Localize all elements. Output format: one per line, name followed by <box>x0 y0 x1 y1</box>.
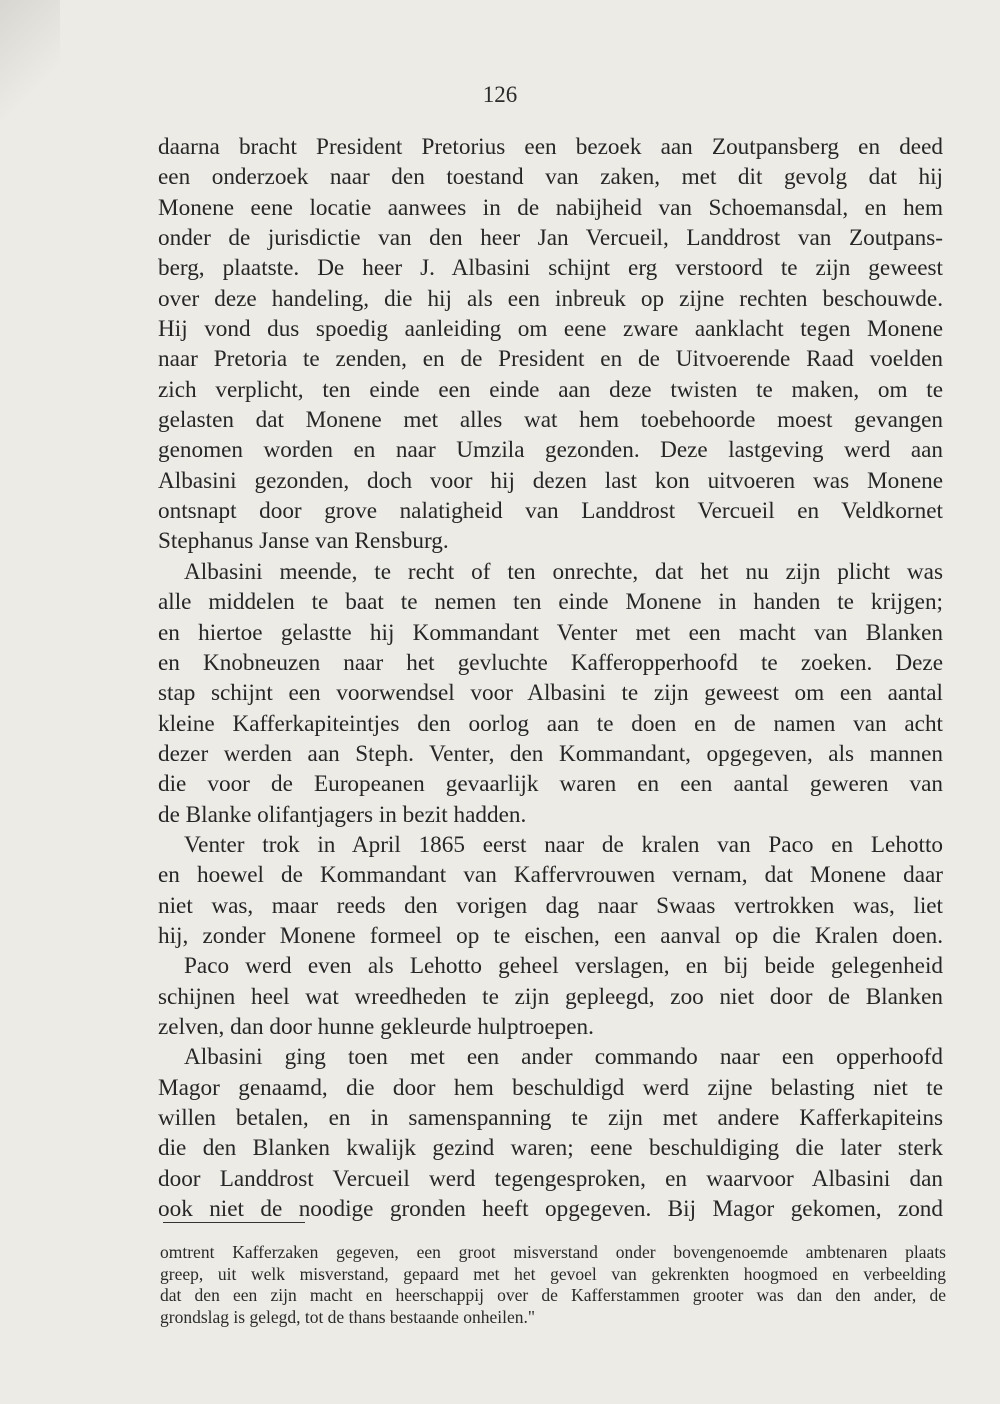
body-line: kleine Kafferkapiteintjes den oorlog aan te doen en de namen van acht <box>158 710 943 737</box>
footnote-line: omtrent Kafferzaken gegeven, een groot misverstand onder bovengenoemde ambtenaren plaats <box>160 1242 946 1262</box>
body-line: Venter trok in April 1865 eerst naar de kralen van Paco en Lehotto <box>184 831 943 858</box>
body-line: zich verplicht, ten einde een einde aan deze twisten te maken, om te <box>158 376 943 403</box>
body-line: Monene eene locatie aanwees in de nabijheid van Schoemansdal, en hem <box>158 194 943 221</box>
body-line: Albasini gezonden, doch voor hij dezen last kon uitvoeren was Monene <box>158 467 943 494</box>
footnote-line: dat den een zijn macht en heerschappij over de Kafferstammen grooter was dan den ander, de <box>160 1285 946 1305</box>
body-line: hij, zonder Monene formeel op te eischen, een aanval op die Kralen doen. <box>158 922 943 949</box>
body-line: ook niet de noodige gronden heeft opgegeven. Bij Magor gekomen, zond <box>158 1196 943 1223</box>
body-line: dezer werden aan Steph. Venter, den Kommandant, opgegeven, als mannen <box>158 740 943 767</box>
body-line: die den Blanken kwalijk gezind waren; eene beschuldiging die later sterk <box>158 1135 943 1162</box>
body-line: niet was, maar reeds den vorigen dag naar Swaas vertrokken was, liet <box>158 892 943 919</box>
page-number: 126 <box>482 82 518 107</box>
body-line: Hij vond dus spoedig aanleiding om eene zware aanklacht tegen Monene <box>158 316 943 343</box>
body-line: Paco werd even als Lehotto geheel verslagen, en bij beide gelegenheid <box>184 953 943 980</box>
body-line: stap schijnt een voorwendsel voor Albasini te zijn geweest om een aantal <box>158 680 943 707</box>
body-line: genomen worden en naar Umzila gezonden. Deze lastgeving werd aan <box>158 437 943 464</box>
body-line: de Blanke olifantjagers in bezit hadden. <box>158 801 527 828</box>
body-line: Albasini meende, te recht of ten onrechte, dat het nu zijn plicht was <box>184 558 943 585</box>
body-text <box>158 132 943 1224</box>
footnote-line: greep, uit welk misverstand, gepaard met het gevoel van gekrenkten hoogmoed en verbeelding <box>160 1263 946 1284</box>
body-line: Albasini ging toen met een ander commando naar een opperhoofd <box>184 1044 943 1071</box>
body-line: daarna bracht President Pretorius een bezoek aan Zoutpansberg en deed <box>158 134 943 160</box>
body-line: naar Pretoria te zenden, en de President en de Uitvoerende Raad voelden <box>158 346 943 373</box>
footnote-divider <box>163 1222 305 1223</box>
body-line: door Landdrost Vercueil werd tegengesproken, en waarvoor Albasini dan <box>158 1165 943 1192</box>
body-line: onder de jurisdictie van den heer Jan Vercueil, Landdrost van Zoutpans- <box>158 225 943 252</box>
body-line: gelasten dat Monene met alles wat hem toebehoorde moest gevangen <box>158 407 943 434</box>
footnote <box>160 1242 946 1328</box>
body-line: een onderzoek naar den toestand van zaken, met dit gevolg dat hij <box>158 164 943 191</box>
body-line: en Knobneuzen naar het gevluchte Kafferopperhoofd te zoeken. Deze <box>158 649 943 676</box>
body-line: die voor de Europeanen gevaarlijk waren en een aantal geweren van <box>158 771 943 798</box>
body-line: schijnen heel wat wreedheden te zijn gepleegd, zoo niet door de Blanken <box>158 983 943 1010</box>
body-line: zelven, dan door hunne gekleurde hulptroepen. <box>158 1013 594 1040</box>
body-line: ontsnapt door grove nalatigheid van Landdrost Vercueil en Veldkornet <box>158 498 943 525</box>
body-line: berg, plaatste. De heer J. Albasini schijnt erg verstoord te zijn geweest <box>158 255 943 282</box>
body-line: alle middelen te baat te nemen ten einde Monene in handen te krijgen; <box>158 589 943 616</box>
body-line: en hiertoe gelastte hij Kommandant Venter met een macht van Blanken <box>158 619 943 646</box>
body-line: willen betalen, en in samenspanning te zijn met andere Kafferkapiteins <box>158 1105 943 1131</box>
footnote-line: grondslag is gelegd, tot de thans bestaande onheilen." <box>160 1306 536 1327</box>
body-line: over deze handeling, die hij als een inbreuk op zijne rechten beschouwde. <box>158 285 943 312</box>
body-line: Magor genaamd, die door hem beschuldigd werd zijne belasting niet te <box>158 1074 943 1101</box>
body-line: en hoewel de Kommandant van Kaffervrouwen vernam, dat Monene daar <box>158 862 943 889</box>
body-line: Stephanus Janse van Rensburg. <box>158 528 449 555</box>
